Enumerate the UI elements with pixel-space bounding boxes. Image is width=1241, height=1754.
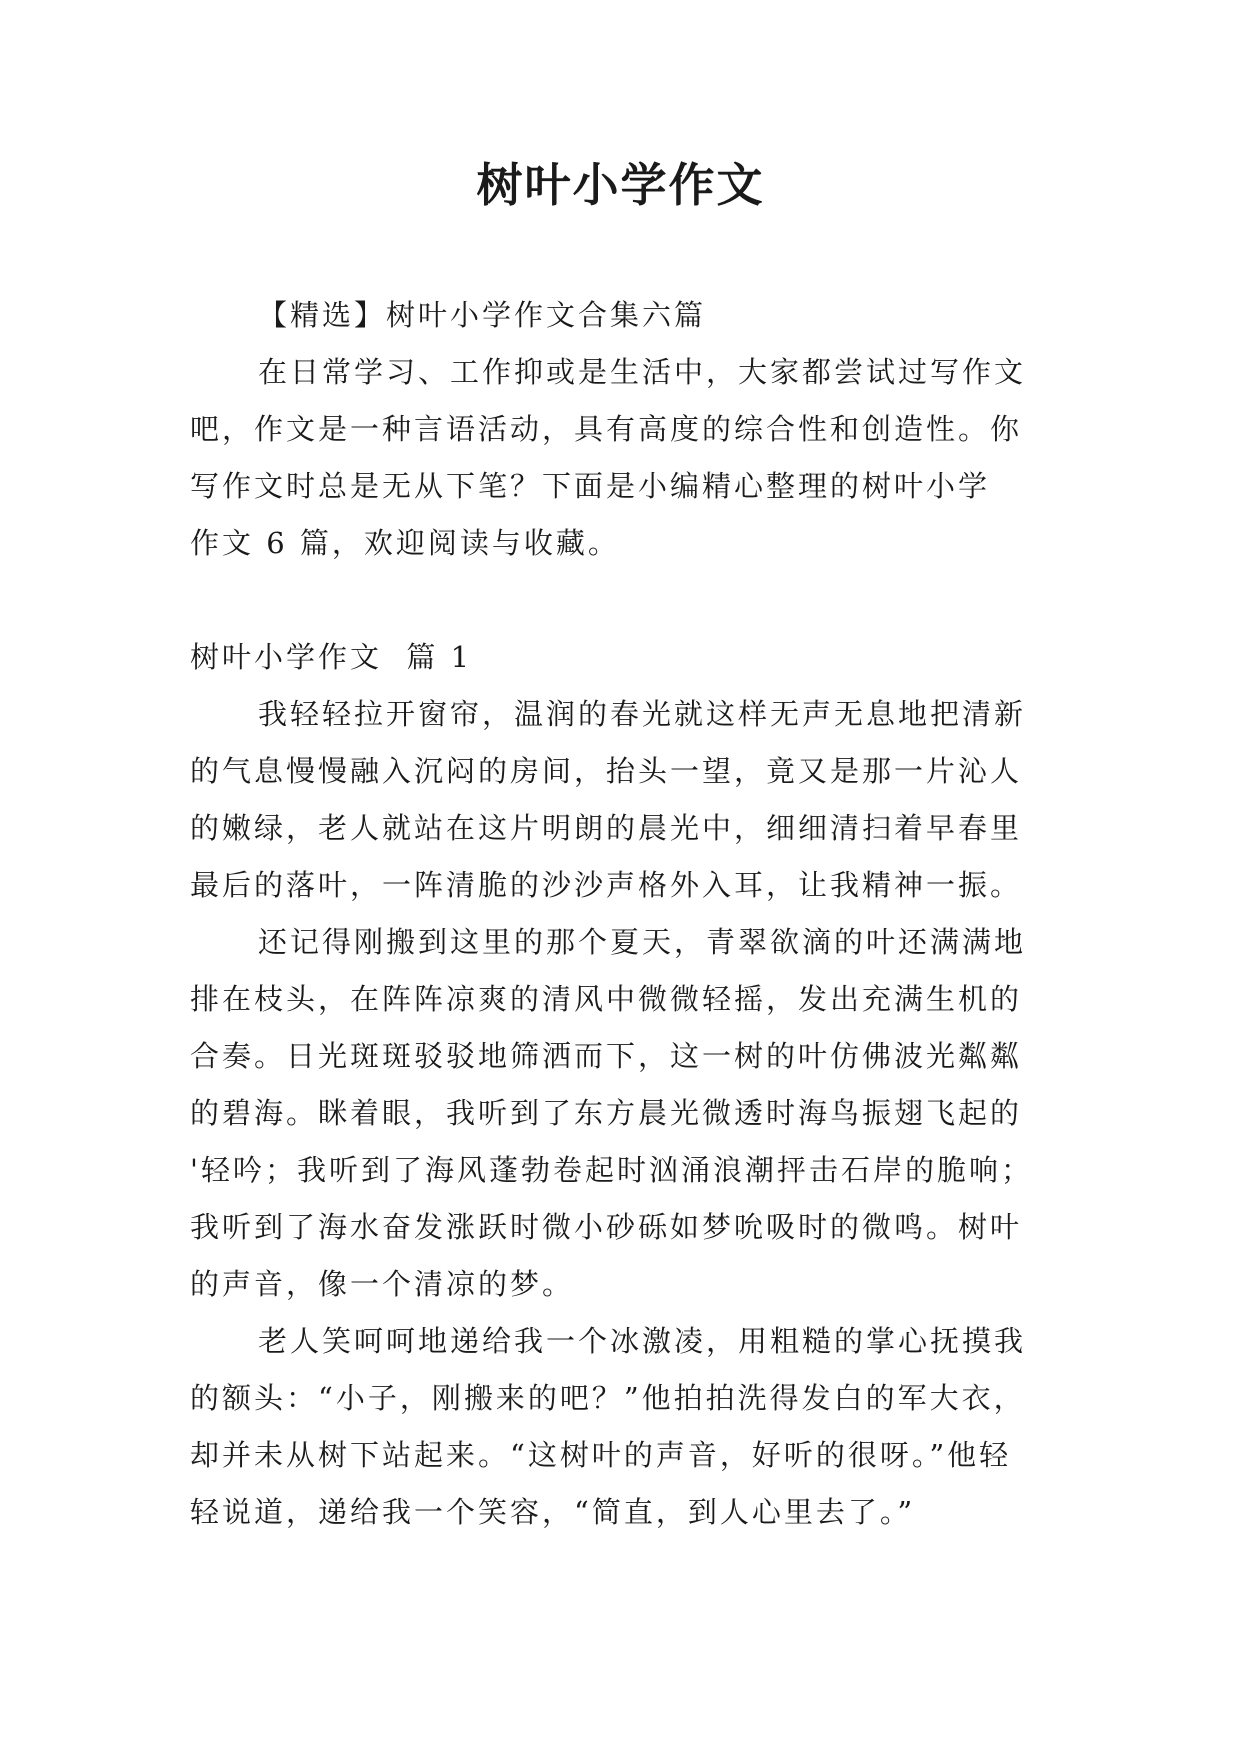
- paragraph-line: 老人笑呵呵地递给我一个冰激凌，用粗糙的掌心抚摸我: [258, 1324, 1027, 1358]
- paragraph-line: 我听到了海水奋发涨跃时微小砂砾如梦吮吸时的微鸣。树叶: [190, 1210, 1023, 1244]
- paragraph-line: 排在枝头，在阵阵凉爽的清风中微微轻摇，发出充满生机的: [190, 982, 1023, 1016]
- intro-line: 吧，作文是一种言语活动，具有高度的综合性和创造性。你: [190, 412, 1023, 446]
- intro-line: 写作文时总是无从下笔？下面是小编精心整理的树叶小学: [190, 469, 991, 503]
- paragraph-line: 的气息慢慢融入沉闷的房间，抬头一望，竟又是那一片沁人: [190, 754, 1023, 788]
- paragraph-line: '轻吟；我听到了海风蓬勃卷起时汹涌浪潮抨击石岸的脆响；: [190, 1153, 1033, 1187]
- document-body: [190, 287, 1070, 1541]
- paragraph-line: 的声音，像一个清凉的梦。: [190, 1267, 575, 1301]
- paragraph-line: 合奏。日光斑斑驳驳地筛洒而下，这一树的叶仿佛波光粼粼: [190, 1039, 1023, 1073]
- paragraph-line: 还记得刚搬到这里的那个夏天，青翠欲滴的叶还满满地: [258, 925, 1027, 959]
- paragraph-line: 最后的落叶，一阵清脆的沙沙声格外入耳，让我精神一振。: [190, 868, 1023, 902]
- intro-heading: 【精选】树叶小学作文合集六篇: [258, 298, 707, 332]
- paragraph-line: 却并未从树下站起来。“这树叶的声音，好听的很呀。”他轻: [190, 1438, 1012, 1472]
- paragraph-line: 的碧海。眯着眼，我听到了东方晨光微透时海鸟振翅飞起的: [190, 1096, 1023, 1130]
- paragraph-line: 的额头：“小子，刚搬来的吧？”他拍拍洗得发白的军大衣，: [190, 1381, 1026, 1415]
- paragraph-line: 我轻轻拉开窗帘，温润的春光就这样无声无息地把清新: [258, 697, 1027, 731]
- paragraph-line: 的嫩绿，老人就站在这片明朗的晨光中，细细清扫着早春里: [190, 811, 1023, 845]
- section-heading: 树叶小学作文 篇 1: [190, 640, 473, 674]
- section-spacer: [190, 572, 1070, 629]
- intro-line: 在日常学习、工作抑或是生活中，大家都尝试过写作文: [258, 355, 1027, 389]
- intro-line: 作文 6 篇，欢迎阅读与收藏。: [190, 526, 620, 560]
- paragraph-line: 轻说道，递给我一个笑容，“简直，到人心里去了。”: [190, 1495, 916, 1529]
- document-title: 树叶小学作文: [476, 158, 765, 212]
